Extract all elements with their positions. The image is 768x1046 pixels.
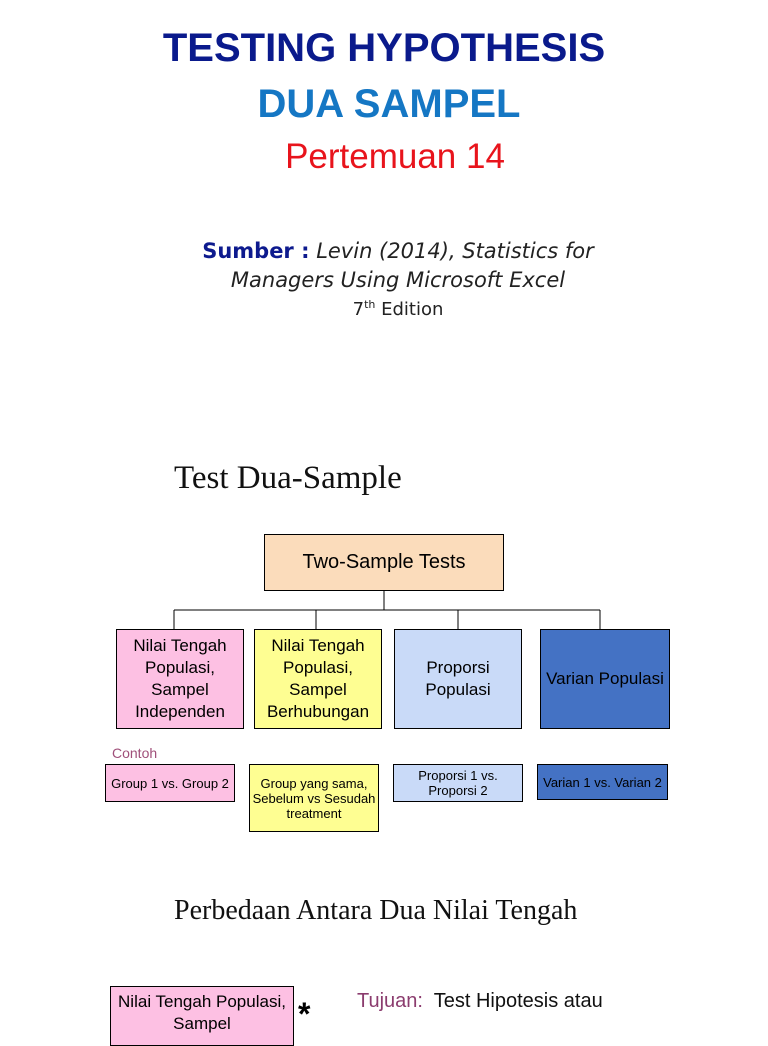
purpose-label: Tujuan:: [357, 990, 423, 1012]
source-line-2: Managers Using Microsoft Excel: [230, 268, 566, 292]
purpose-text: Test Hipotesis atau: [433, 990, 603, 1012]
category-independent-means: Nilai Tengah Populasi, Sampel Independen: [116, 629, 244, 729]
example-related: Group yang sama, Sebelum vs Sesudah treatment: [249, 764, 379, 832]
edition-text: Edition: [381, 299, 444, 320]
source-citation: Levin (2014), Statistics for: [316, 239, 594, 263]
examples-label: Contoh: [112, 745, 158, 761]
edition-suffix: th: [364, 298, 376, 311]
two-sample-tests-box: Two-Sample Tests: [264, 534, 504, 591]
slide-title: TESTING HYPOTHESIS: [162, 26, 606, 70]
example-proportions: Proporsi 1 vs. Proporsi 2: [393, 764, 523, 802]
example-independent: Group 1 vs. Group 2: [105, 764, 235, 802]
example-variances: Varian 1 vs. Varian 2: [537, 764, 668, 800]
category-proportions: Proporsi Populasi: [394, 629, 522, 729]
source-label: Sumber :: [202, 239, 310, 263]
category-related-means: Nilai Tengah Populasi, Sampel Berhubungan: [254, 629, 382, 729]
asterisk-marker: *: [298, 996, 311, 1032]
meeting-number: Pertemuan 14: [285, 137, 505, 176]
slide-subtitle: DUA SAMPEL: [257, 82, 521, 126]
section-heading-two-sample: Test Dua-Sample: [174, 460, 402, 496]
edition-number: 7: [352, 299, 365, 320]
mean-population-box: Nilai Tengah Populasi, Sampel: [110, 986, 294, 1046]
purpose-line: [357, 990, 603, 1013]
section-heading-mean-difference: Perbedaan Antara Dua Nilai Tengah: [174, 895, 578, 926]
category-variances: Varian Populasi: [540, 629, 670, 729]
